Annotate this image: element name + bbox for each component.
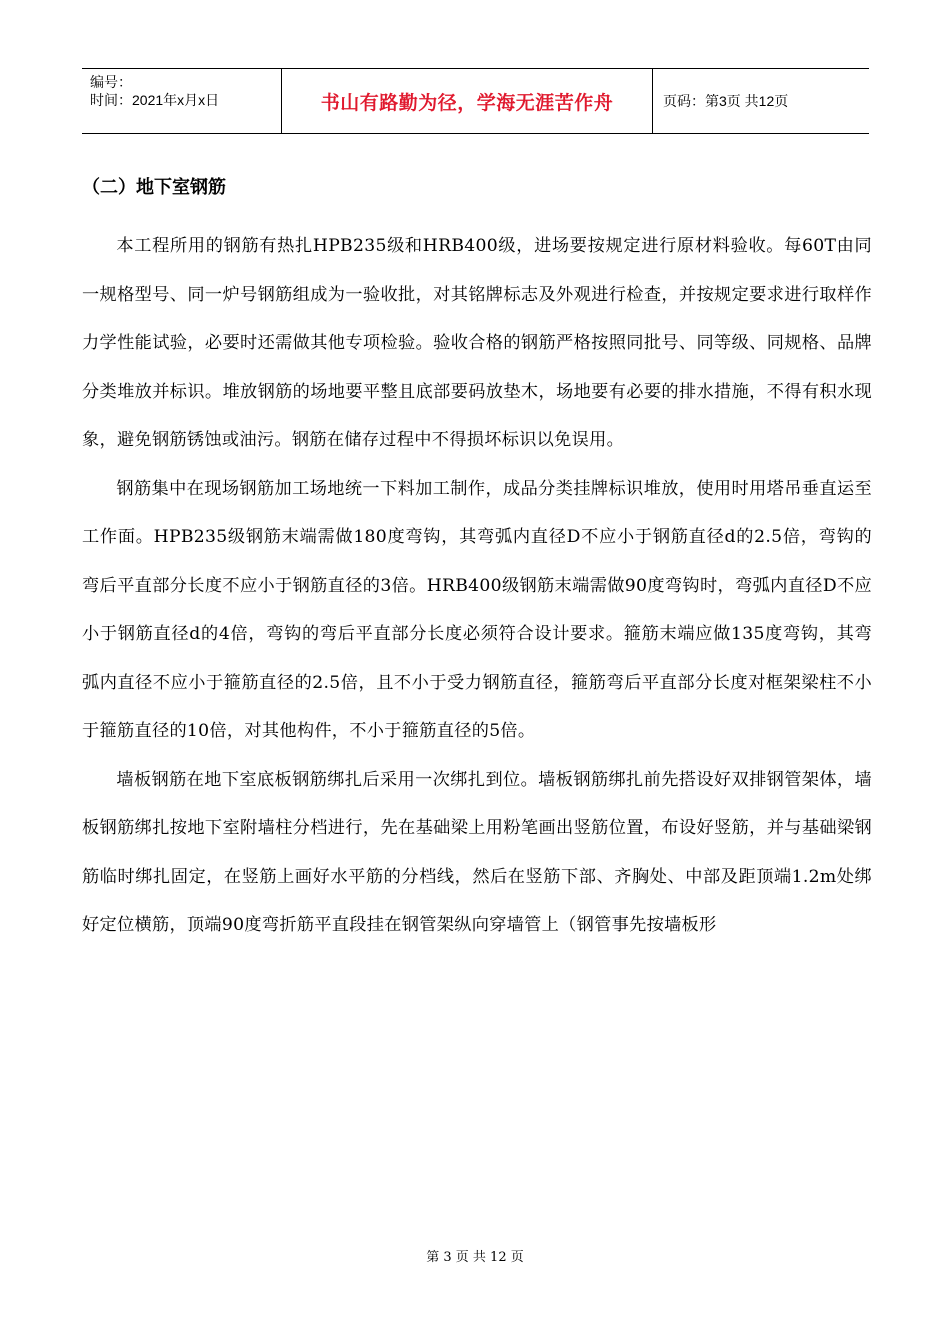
page-header xyxy=(82,68,869,134)
header-motto: 书山有路勤为径，学海无涯苦作舟 xyxy=(282,69,653,133)
paragraph: 本工程所用的钢筋有热扎HPB235级和HRB400级，进场要按规定进行原材料验收。每60T由同一规格型号、同一炉号钢筋组成为一验收批，对其铭牌标志及外观进行检查，并按规定要求进行取样作力学性能试验，必要时还需做其他专项检验。验收合格的钢筋严格按照同批号、同等级、同规格、品牌分类堆放并标识。堆放钢筋的场地要平整且底部要码放垫木，场地要有必要的排水措施，不得有积水现象，避免钢筋锈蚀或油污。钢筋在储存过程中不得损坏标识以免误用。 xyxy=(82,236,872,450)
document-body xyxy=(82,168,872,950)
paragraph: 墙板钢筋在地下室底板钢筋绑扎后采用一次绑扎到位。墙板钢筋绑扎前先搭设好双排钢管架体，墙板钢筋绑扎按地下室附墙柱分档进行，先在基础梁上用粉笔画出竖筋位置，布设好竖筋，并与基础梁钢筋临时绑扎固定，在竖筋上画好水平筋的分档线，然后在竖筋下部、齐胸处、中部及距顶端1.2m处绑好定位横筋，顶端90度弯折筋平直段挂在钢管架纵向穿墙管上（钢管事先按墙板形 xyxy=(82,769,872,935)
header-page-info: 页码：第3页 共12页 xyxy=(663,93,789,109)
document-time-label: 时间：2021年x月x日 xyxy=(90,92,220,108)
document-number-label: 编号： xyxy=(90,74,132,90)
section-heading: （二）地下室钢筋 xyxy=(82,177,226,198)
paragraph: 钢筋集中在现场钢筋加工场地统一下料加工制作，成品分类挂牌标识堆放，使用时用塔吊垂直运至工作面。HPB235级钢筋末端需做180度弯钩，其弯弧内直径D不应小于钢筋直径d的2.5倍，弯钩的弯后平直部分长度不应小于钢筋直径的3倍。HRB400级钢筋末端需做90度弯钩时，弯弧内直径D不应小于钢筋直径d的4倍，弯钩的弯后平直部分长度必须符合设计要求。箍筋末端应做135度弯钩，其弯弧内直径不应小于箍筋直径的2.5倍，且不小于受力钢筋直径，箍筋弯后平直部分长度对框架梁柱不小于箍筋直径的10倍，对其他构件，不小于箍筋直径的5倍。 xyxy=(82,478,872,741)
page-footer: 第 3 页 共 12 页 xyxy=(426,1250,524,1265)
header-meta xyxy=(82,69,282,133)
